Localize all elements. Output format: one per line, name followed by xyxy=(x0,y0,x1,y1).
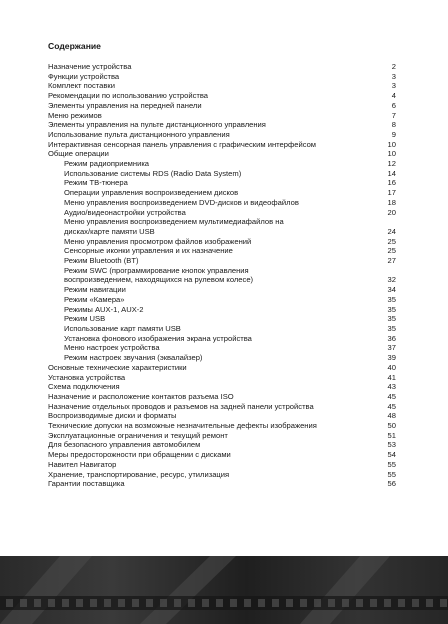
toc-entry-title: Назначение устройства xyxy=(48,62,132,71)
toc-subentry xyxy=(48,305,396,315)
toc-entry xyxy=(48,460,396,470)
toc-subentry xyxy=(48,353,396,363)
toc-entry-page: 45 xyxy=(387,401,396,411)
toc-entry-title: Аудио/видеонастройки устройства xyxy=(64,207,186,217)
toc-entry-page: 4 xyxy=(391,91,396,101)
toc-entry-title: Режимы AUX-1, AUX-2 xyxy=(64,304,144,314)
sprocket-hole xyxy=(286,599,293,607)
toc-subentry xyxy=(48,343,396,353)
footer-decorative-band xyxy=(0,556,448,624)
toc-entry-page: 41 xyxy=(387,372,396,382)
sprocket-hole xyxy=(426,599,433,607)
toc-entry-page: 12 xyxy=(387,159,396,169)
toc-entry-page: 37 xyxy=(387,343,396,353)
toc-entry-title: Воспроизводимые диски и форматы xyxy=(48,411,177,421)
toc-entry-title: Меню режимов xyxy=(48,110,102,120)
toc-entry-title: Элементы управления на пульте дистанционного управления xyxy=(48,120,266,130)
page-title: Содержание xyxy=(48,41,101,51)
sprocket-hole xyxy=(300,599,307,607)
toc-entry-page: 24 xyxy=(387,226,396,236)
toc-entry-title: Эксплуатационные ограничения и текущий ремонт xyxy=(48,430,228,440)
sprocket-hole xyxy=(188,599,195,607)
sprocket-hole xyxy=(314,599,321,607)
toc-entry-page: 45 xyxy=(387,391,396,401)
toc-entry-title: Режим настроек звучания (эквалайзер) xyxy=(64,353,203,363)
toc-entry xyxy=(48,101,396,111)
toc-entry-title: Общие операции xyxy=(48,149,109,159)
sprocket-hole xyxy=(104,599,111,607)
toc-entry xyxy=(48,72,396,82)
sprocket-hole xyxy=(328,599,335,607)
sprocket-hole xyxy=(76,599,83,607)
sprocket-hole xyxy=(62,599,69,607)
toc-entry-title: Использование карт памяти USB xyxy=(64,323,181,333)
toc-subentry xyxy=(48,237,396,247)
toc-entry xyxy=(48,421,396,431)
toc-entry xyxy=(48,440,396,450)
toc-entry-title: Меню управления воспроизведением DVD-дисков и видеофайлов xyxy=(64,197,299,207)
toc-entry-title: Использование системы RDS (Radio Data System) xyxy=(64,168,242,178)
sprocket-hole xyxy=(216,599,223,607)
toc-entry-page: 7 xyxy=(391,110,396,120)
toc-entry-title: Режим навигации xyxy=(64,285,126,295)
toc-entry-title: Режим радиоприемника xyxy=(64,159,150,169)
toc-entry xyxy=(48,363,396,373)
table-of-contents xyxy=(48,62,396,489)
toc-entry-title: Режим «Камера» xyxy=(64,294,125,304)
toc-entry-page: 25 xyxy=(387,236,396,246)
toc-entry-page: 6 xyxy=(391,100,396,110)
sprocket-hole xyxy=(160,599,167,607)
sprocket-hole xyxy=(258,599,265,607)
toc-entry-page: 40 xyxy=(387,362,396,372)
toc-subentry xyxy=(48,198,396,208)
toc-entry-page: 32 xyxy=(387,275,396,285)
toc-subentry xyxy=(48,256,396,266)
toc-entry xyxy=(48,450,396,460)
toc-subentry xyxy=(48,159,396,169)
toc-entry-page: 10 xyxy=(387,139,396,149)
toc-entry-page: 50 xyxy=(387,421,396,431)
sprocket-hole xyxy=(146,599,153,607)
toc-entry-page: 18 xyxy=(387,197,396,207)
toc-entry-page: 9 xyxy=(391,129,396,139)
toc-entry-page: 20 xyxy=(387,207,396,217)
toc-subentry xyxy=(48,246,396,256)
toc-entry-page: 56 xyxy=(387,479,396,489)
toc-entry xyxy=(48,120,396,130)
toc-subentry xyxy=(48,208,396,218)
toc-entry-title: Меню управления просмотром файлов изображений xyxy=(64,236,252,246)
toc-subentry xyxy=(48,285,396,295)
sprocket-hole xyxy=(384,599,391,607)
toc-subentry xyxy=(48,178,396,188)
toc-entry-page: 27 xyxy=(387,256,396,266)
toc-entry-page: 48 xyxy=(387,411,396,421)
sprocket-hole xyxy=(244,599,251,607)
sprocket-hole xyxy=(118,599,125,607)
toc-entry-page: 3 xyxy=(391,81,396,91)
sprocket-hole xyxy=(342,599,349,607)
toc-subentry xyxy=(48,217,396,236)
sprocket-hole xyxy=(34,599,41,607)
toc-entry-page: 43 xyxy=(387,382,396,392)
toc-entry-title: Гарантии поставщика xyxy=(48,479,125,489)
toc-entry xyxy=(48,382,396,392)
toc-entry-page: 54 xyxy=(387,450,396,460)
toc-entry-title: Функции устройства xyxy=(48,71,120,81)
sprocket-hole xyxy=(202,599,209,607)
toc-entry xyxy=(48,479,396,489)
film-strip-graphic xyxy=(0,556,448,624)
toc-entry-page: 8 xyxy=(391,120,396,130)
toc-entry-title: Схема подключения xyxy=(48,382,120,392)
toc-subentry xyxy=(48,188,396,198)
sprocket-hole xyxy=(398,599,405,607)
toc-entry xyxy=(48,411,396,421)
toc-entry-page: 10 xyxy=(387,149,396,159)
toc-entry-page: 51 xyxy=(387,430,396,440)
toc-entry-title: Режим SWC (программирование кнопок управления воспроизведением, находящихся на рулевом колесе) xyxy=(64,265,254,285)
toc-entry-title: Меню настроек устройства xyxy=(64,343,160,353)
toc-entry-page: 35 xyxy=(387,294,396,304)
toc-subentry xyxy=(48,266,396,285)
toc-entry-title: Использование пульта дистанционного управления xyxy=(48,129,230,139)
toc-entry-title: Навител Навигатор xyxy=(48,459,117,469)
sprocket-hole xyxy=(356,599,363,607)
toc-entry-page: 55 xyxy=(387,469,396,479)
toc-entry-title: Рекомендации по использованию устройства xyxy=(48,91,209,101)
toc-entry-title: Интерактивная сенсорная панель управления с графическим интерфейсом xyxy=(48,139,317,149)
sprocket-hole xyxy=(6,599,13,607)
toc-entry-title: Меню управления воспроизведением мультимедиафайлов на дисках/карте памяти USB xyxy=(64,217,284,236)
toc-entry xyxy=(48,81,396,91)
toc-entry-title: Хранение, транспортирование, ресурс, утилизация xyxy=(48,469,230,479)
sprocket-hole xyxy=(174,599,181,607)
toc-entry xyxy=(48,392,396,402)
toc-entry-title: Технические допуски на возможные незначительные дефекты изображения xyxy=(48,421,317,431)
toc-entry-page: 55 xyxy=(387,459,396,469)
sprocket-hole xyxy=(48,599,55,607)
sprocket-hole xyxy=(90,599,97,607)
toc-entry xyxy=(48,402,396,412)
toc-entry xyxy=(48,373,396,383)
toc-subentry xyxy=(48,295,396,305)
toc-subentry xyxy=(48,324,396,334)
toc-entry-page: 17 xyxy=(387,188,396,198)
toc-entry xyxy=(48,130,396,140)
toc-entry-page: 34 xyxy=(387,285,396,295)
sprocket-hole xyxy=(272,599,279,607)
toc-entry-title: Установка устройства xyxy=(48,372,126,382)
toc-entry-title: Операции управления воспроизведением дисков xyxy=(64,188,239,198)
toc-entry-title: Назначение и расположение контактов разъема ISO xyxy=(48,391,234,401)
toc-entry xyxy=(48,470,396,480)
toc-entry xyxy=(48,91,396,101)
toc-entry xyxy=(48,62,396,72)
toc-subentry xyxy=(48,314,396,324)
toc-subentry xyxy=(48,334,396,344)
toc-entry-page: 39 xyxy=(387,353,396,363)
toc-entry-title: Сенсорные иконки управления и их назначение xyxy=(64,246,233,256)
toc-entry-title: Для безопасного управления автомобилем xyxy=(48,440,201,450)
toc-entry xyxy=(48,149,396,159)
toc-entry-page: 35 xyxy=(387,314,396,324)
toc-entry xyxy=(48,431,396,441)
sprocket-hole xyxy=(230,599,237,607)
sprocket-hole xyxy=(132,599,139,607)
toc-entry xyxy=(48,111,396,121)
toc-entry-title: Комплект поставки xyxy=(48,81,115,91)
toc-entry xyxy=(48,140,396,150)
toc-entry-page: 36 xyxy=(387,333,396,343)
toc-entry-title: Режим ТВ-тюнера xyxy=(64,178,128,188)
toc-entry-title: Меры предосторожности при обращении с дисками xyxy=(48,450,231,460)
toc-entry-title: Режим USB xyxy=(64,314,106,324)
toc-subentry xyxy=(48,169,396,179)
toc-entry-page: 3 xyxy=(391,71,396,81)
toc-entry-page: 2 xyxy=(391,62,396,71)
toc-entry-page: 25 xyxy=(387,246,396,256)
toc-entry-title: Основные технические характеристики xyxy=(48,362,187,372)
toc-entry-page: 35 xyxy=(387,323,396,333)
toc-entry-page: 16 xyxy=(387,178,396,188)
sprocket-hole xyxy=(440,599,447,607)
toc-entry-title: Режим Bluetooth (BT) xyxy=(64,256,139,266)
toc-entry-title: Элементы управления на передней панели xyxy=(48,100,202,110)
toc-entry-title: Установка фонового изображения экрана устройства xyxy=(64,333,252,343)
toc-entry-page: 53 xyxy=(387,440,396,450)
sprocket-hole xyxy=(370,599,377,607)
toc-entry-page: 35 xyxy=(387,304,396,314)
toc-entry-title: Назначение отдельных проводов и разъемов на задней панели устройства xyxy=(48,401,314,411)
toc-entry-page: 14 xyxy=(387,168,396,178)
sprocket-hole xyxy=(20,599,27,607)
sprocket-hole xyxy=(412,599,419,607)
